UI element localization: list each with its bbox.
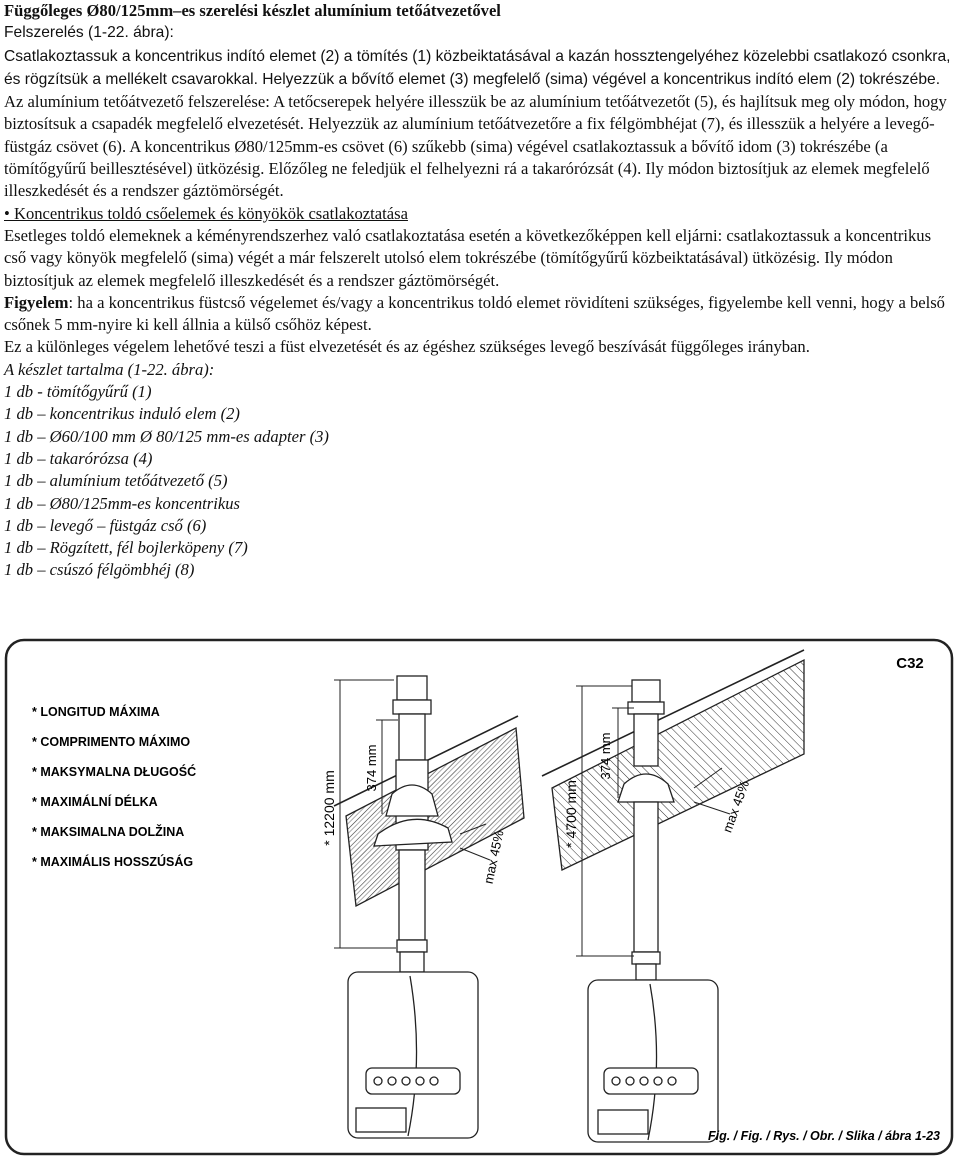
kit-item: 1 db – Ø60/100 mm Ø 80/125 mm-es adapter (3): [4, 426, 329, 446]
kit-item: 1 db – levegő – füstgáz cső (6): [4, 515, 207, 535]
kit-item: 1 db – alumínium tetőátvezető (5): [4, 471, 228, 491]
kit-item: 1 db – Rögzített, fél bojlerköpeny (7): [4, 538, 248, 558]
kit-item: 1 db – koncentrikus induló elem (2): [4, 404, 240, 424]
kit-item: 1 db – csúszó félgömbhéj (8): [4, 560, 195, 580]
legend-item: * MAXIMÁLNÍ DÉLKA: [32, 795, 158, 809]
right-total-length: * 4700 mm: [563, 780, 579, 848]
left-total-length: * 12200 mm: [321, 770, 337, 846]
terminal-paragraph: Ez a különleges végelem lehetővé teszi a füst elvezetését és az égéshez szükséges levegő beszívását függőleges irányban.: [4, 337, 810, 357]
legend-item: * MAXIMÁLIS HOSSZÚSÁG: [32, 855, 194, 869]
install-paragraph: [4, 45, 954, 203]
kit-item: 1 db – takarórózsa (4): [4, 448, 153, 468]
figure-caption: Fig. / Fig. / Rys. / Obr. / Slika / ábra 1-23: [707, 1129, 940, 1143]
legend: [32, 704, 196, 869]
legend-item: * MAKSYMALNA DŁUGOŚĆ: [32, 765, 197, 779]
install-reference: Felszerelés (1-22. ábra):: [4, 24, 174, 42]
kit-list: [4, 381, 954, 582]
kit-heading: A készlet tartalma (1-22. ábra):: [4, 359, 215, 379]
warning-paragraph: [4, 292, 954, 337]
right-max-angle: max 45%: [719, 778, 753, 835]
install-paragraph-part2: Az alumínium tetőátvezető felszerelése: A tetőcserepek helyére illesszük be az alumínium tetőátvezetőt (5), és hajlítsuk meg oly módon, hogy biztosítsuk a csapadék megfelelő elvezetését. Helyezzük az alumínium tetőátvezetőre a fix félgömbhéjat (7), és illesszük a helyére a levegő-füstgáz csövet (6). A koncentrikus Ø80/125mm-es csövet (6) szűkebb (sima) végével csatlakoztassuk a bővítő idom (3) tokrészébe (a tömítőgyűrű beillesztésével) ütközésig. Előzőleg ne feledjük el felhelyezni rá a takarórózsát (4). Ily módon biztosítjuk az elemek megfelelő illeszkedését és a rendszer gáztömörségét.: [4, 92, 947, 201]
figure-code: C32: [896, 655, 924, 672]
legend-item: * COMPRIMENTO MÁXIMO: [32, 735, 191, 749]
left-max-angle: max 45%: [480, 828, 507, 886]
install-paragraph-part1: Csatlakoztassuk a koncentrikus indító elemet (2) a tömítés (1) közbeiktatásával a kazán hossztengelyéhez közelebbi csatlakozó csonkra, és rögzítsük a mellékelt csavarokkal. Helyezzük a bővítő elemet (3) megfelelő (sima) végével a koncentrikus indító elem (2) tokrészébe.: [4, 47, 951, 88]
document-text: [4, 0, 954, 582]
left-assembly: [334, 676, 524, 1138]
right-roof: [552, 660, 804, 870]
kit-item: 1 db - tömítőgyűrű (1): [4, 382, 152, 402]
kit-item: 1 db – Ø80/125mm-es koncentrikus: [4, 493, 240, 513]
right-assembly: [542, 650, 804, 1142]
right-segment-length: 374 mm: [598, 732, 613, 780]
page-title: Függőleges Ø80/125mm–es szerelési készlet alumínium tetőátvezetővel: [4, 1, 501, 20]
section-heading: • Koncentrikus toldó csőelemek és könyökök csatlakoztatása: [4, 203, 408, 223]
warning-label: Figyelem: [4, 292, 69, 312]
legend-item: * LONGITUD MÁXIMA: [32, 705, 160, 719]
extension-paragraph: Esetleges toldó elemeknek a kéményrendszerhez való csatlakoztatása esetén a következőképpen kell eljárni: csatlakoztassuk a koncentrikus cső vagy könyök megfelelő (sima) végét a már felszerelt utolsó elem tokrészébe (tömítőgyűrű közbeiktatásával) ütközésig. Ily módon biztosítjuk az elemek megfelelő illeszkedését és a rendszer gáztömörségét.: [4, 225, 932, 290]
installation-figure: [4, 638, 954, 1156]
warning-text: : ha a koncentrikus füstcső végelemet és/vagy a koncentrikus toldó elemet rövidíteni szükséges, figyelembe kell venni, hogy a belső csőnek 5 mm-nyire ki kell állnia a külső csőhöz képest.: [4, 292, 945, 335]
legend-item: * MAKSIMALNA DOLŽINA: [32, 825, 185, 839]
left-segment-length: 374 mm: [364, 744, 379, 792]
